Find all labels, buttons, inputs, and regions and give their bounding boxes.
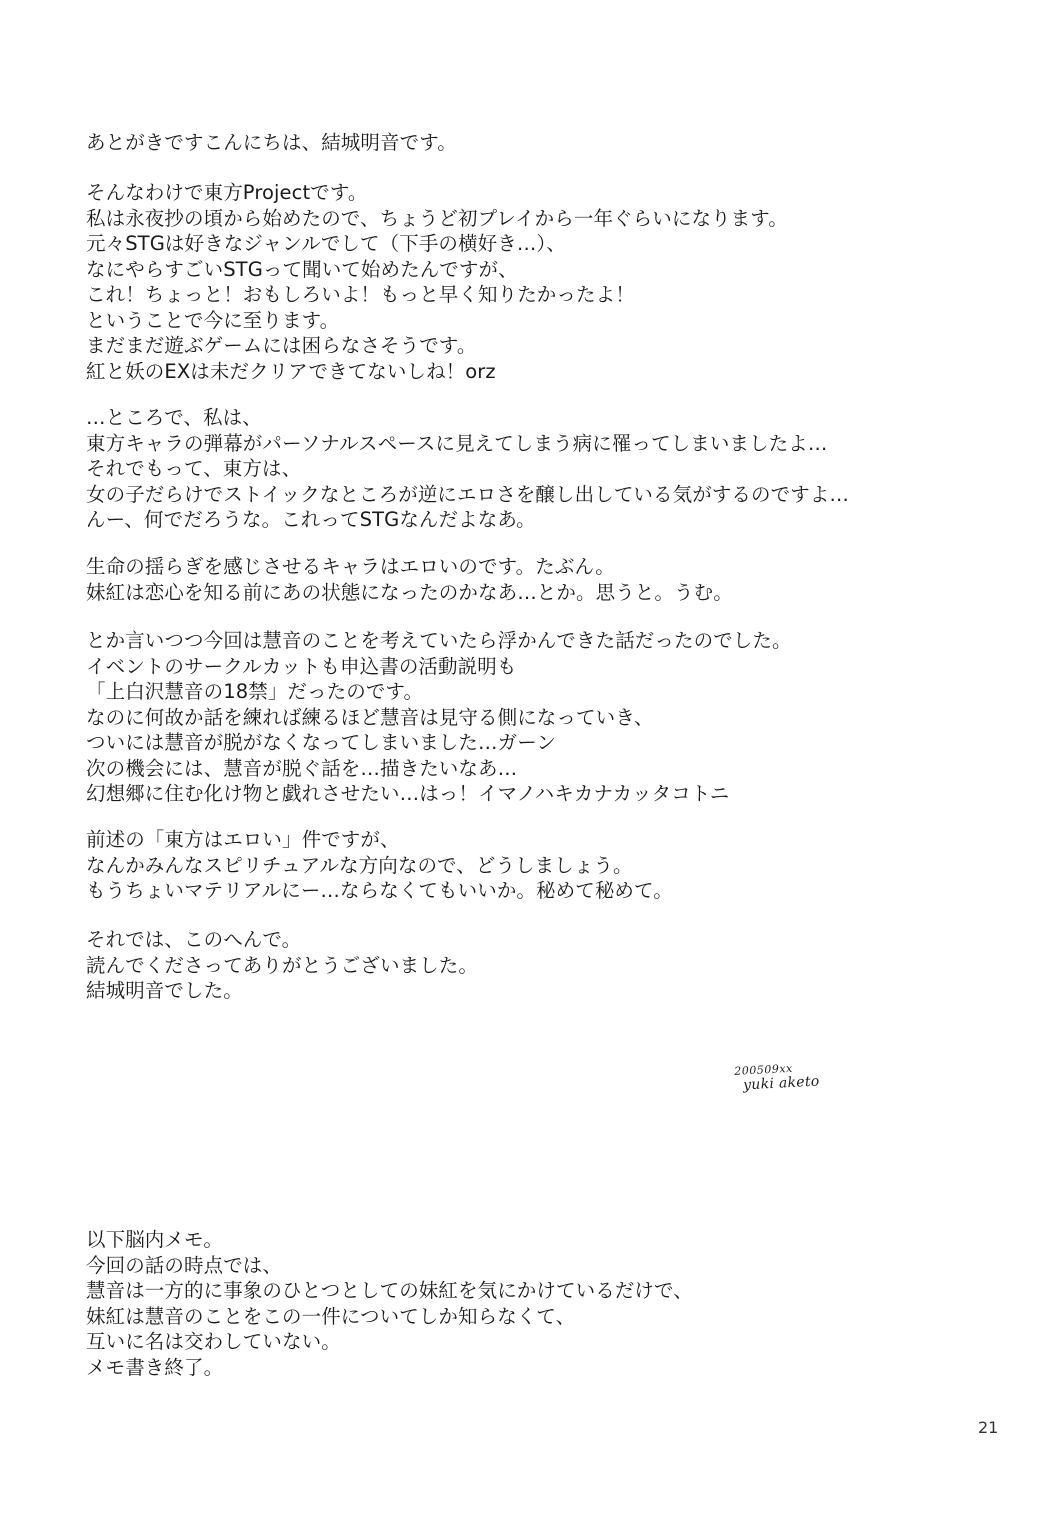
- text-line: んー、何でだろうな。これってSTGなんだよなあ。: [86, 508, 536, 531]
- text-line: あとがきですこんにちは、結城明音です。: [86, 131, 457, 154]
- text-line: メモ書き終了。: [86, 1355, 224, 1379]
- signature-name: yuki aketo: [742, 1073, 820, 1094]
- text-line: 結城明音でした。: [86, 979, 243, 1002]
- memo-section: [86, 1227, 1026, 1380]
- text-line: 慧音は一方的に事象のひとつとしての妹紅を気にかけているだけで、: [86, 1279, 693, 1302]
- text-line: もうちょいマテリアルにー…ならなくてもいいか。秘めて秘めて。: [86, 879, 673, 902]
- text-line: 女の子だらけでストイックなところが逆にエロさを醸し出している気がするのですよ…: [86, 482, 850, 506]
- afterword-paragraph-3: [86, 554, 1026, 605]
- text-line: なんかみんなスピリチュアルな方向なので、どうしましょう。: [86, 853, 633, 877]
- text-line: なのに何故か話を練れば練るほど慧音は見守る側になっていき、: [86, 705, 654, 729]
- text-line: 生命の揺らぎを感じさせるキャラはエロいのです。たぶん。: [86, 555, 615, 578]
- text-line: 前述の「東方はエロい」件ですが、: [86, 828, 400, 851]
- afterword-paragraph-1: [86, 180, 1026, 384]
- text-line: 「上白沢慧音の18禁」だったのです。: [86, 680, 424, 703]
- signature-date: 200509xx: [734, 1061, 794, 1078]
- text-line: 以下脳内メモ。: [86, 1228, 224, 1251]
- text-line: 互いに名は交わしていない。: [86, 1330, 341, 1353]
- page-number: 21: [978, 1418, 999, 1437]
- text-line: これ！ちょっと！おもしろいよ！もっと早く知りたかったよ！: [86, 283, 635, 306]
- text-line: 次の機会には、慧音が脱ぐ話を…描きたいなあ…: [86, 756, 518, 780]
- afterword-closing: [86, 927, 1026, 1004]
- text-line: 私は永夜抄の頃から始めたので、ちょうど初プレイから一年ぐらいになります。: [86, 206, 788, 230]
- text-line: それでもって、東方は、: [86, 457, 302, 480]
- afterword-paragraph-4: [86, 628, 1026, 807]
- text-line: そんなわけで東方Projectです。: [86, 181, 368, 204]
- text-line: なにやらすごいSTGって聞いて始めたんですが、: [86, 257, 518, 281]
- text-line: ついには慧音が脱がなくなってしまいました…ガーン: [86, 731, 557, 754]
- text-line: 東方キャラの弾幕がパーソナルスペースに見えてしまう病に罹ってしまいましたよ…: [86, 431, 828, 455]
- text-line: とか言いつつ今回は慧音のことを考えていたら浮かんできた話だったのでした。: [86, 629, 792, 652]
- text-line: 今回の話の時点では、: [86, 1253, 283, 1277]
- text-line: 紅と妖のEXは未だクリアできてないしね！orz: [86, 359, 496, 383]
- afterword-paragraph-2: [86, 405, 1026, 533]
- afterword-paragraph-5: [86, 827, 1026, 904]
- text-line: ということで今に至ります。: [86, 308, 340, 332]
- text-line: 妹紅は恋心を知る前にあの状態になったのかなあ…とか。思うと。うむ。: [86, 580, 733, 604]
- text-line: 読んでくださってありがとうございました。: [86, 953, 479, 977]
- text-line: まだまだ遊ぶゲームには困らなさそうです。: [86, 334, 477, 357]
- afterword-greeting: [86, 130, 1026, 156]
- text-line: 幻想郷に住む化け物と戯れさせたい…はっ！イマノハキカナカッタコトニ: [86, 782, 730, 805]
- text-line: …ところで、私は、: [86, 406, 262, 429]
- text-line: それでは、このへんで。: [86, 928, 302, 951]
- text-line: 元々STGは好きなジャンルでして（下手の横好き…）、: [86, 232, 566, 255]
- text-line: 妹紅は慧音のことをこの一件についてしか知らなくて、: [86, 1304, 576, 1328]
- handwritten-signature: [734, 1059, 846, 1105]
- text-line: イベントのサークルカットも申込書の活動説明も: [86, 654, 517, 678]
